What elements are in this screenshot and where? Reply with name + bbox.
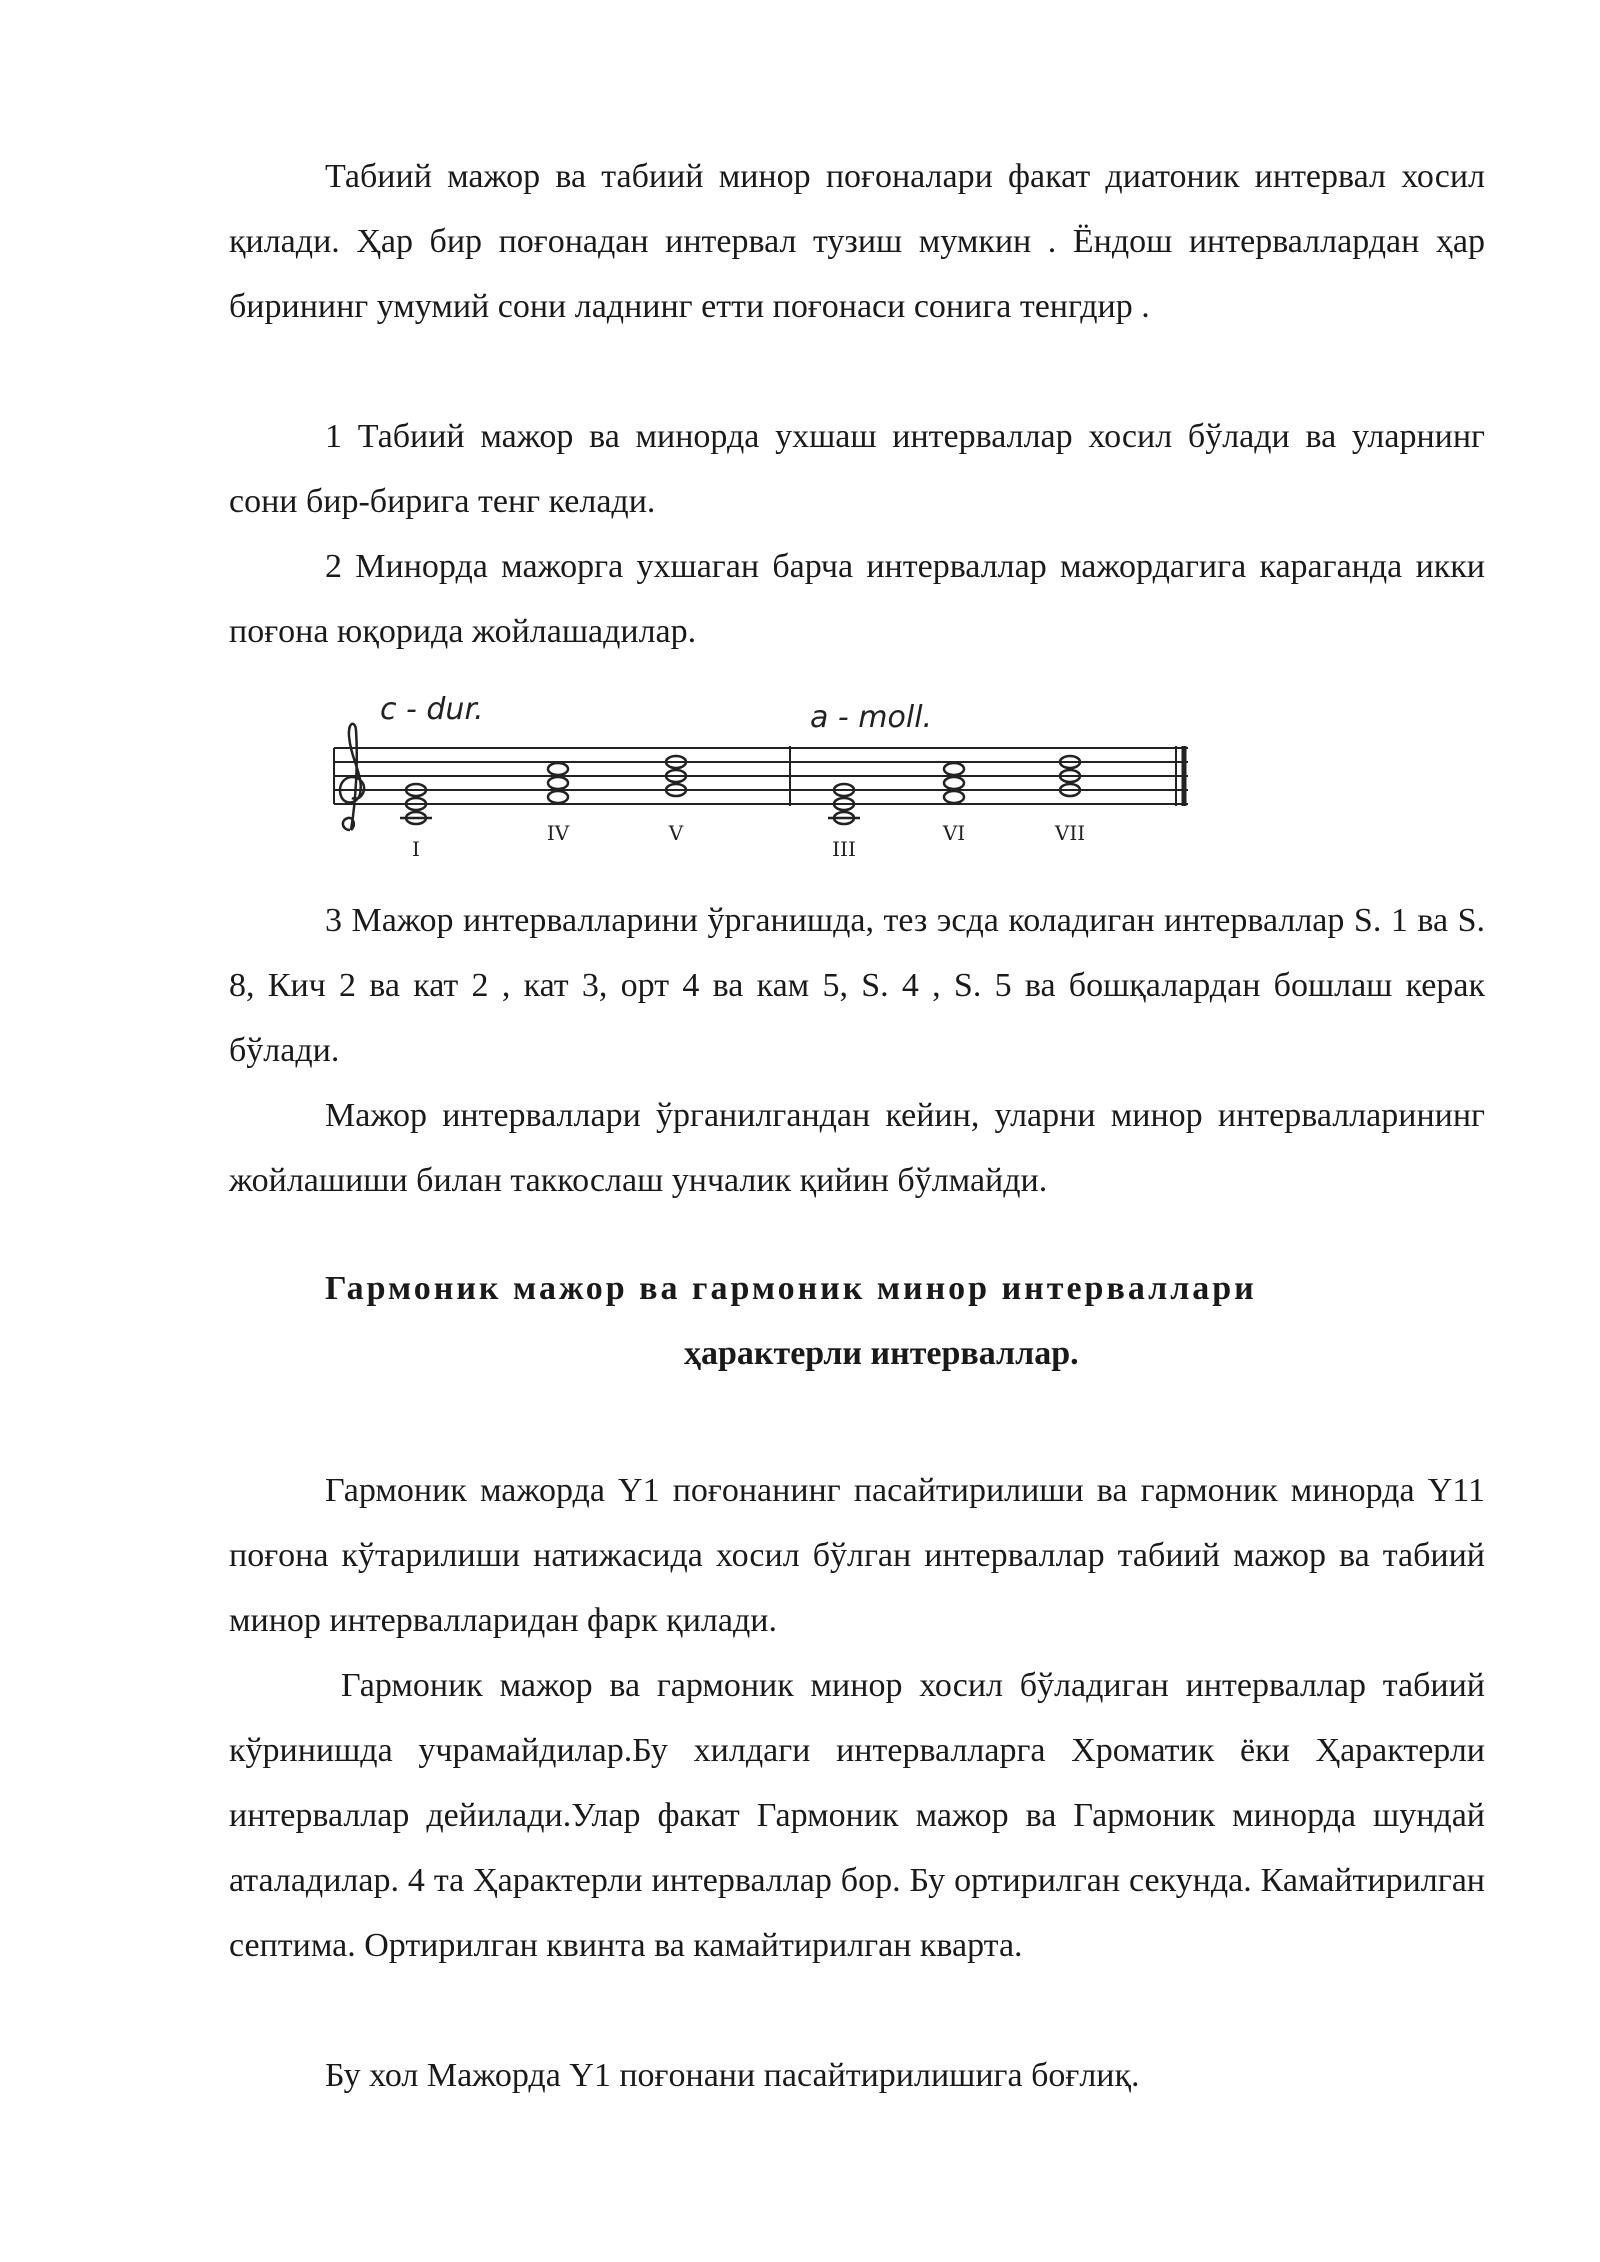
- heading-line-1: Гармоник мажор ва гармоник минор интерваллари: [325, 1270, 1257, 1307]
- paragraph-7: [229, 1653, 1485, 1978]
- heading-line-2: ҳарактерли интерваллар.: [684, 1335, 1079, 1372]
- paragraph-7-text: Гармоник мажор ва гармоник минор хосил бўладиган интерваллар табиий кўринишда учрамайдилар.Бу хилдаги интервалларга Хроматик ёки Ҳарактерли интерваллар дейилади.Улар факат Гармоник мажор ва Гармоник минорда шундай аталадилар. 4 та Ҳарактерли интерваллар бор. Бу ортирилган секунда. Камайтирилган септима. Ортирилган квинта ва камайтирилган кварта.: [229, 1667, 1485, 1964]
- degree-label-minor-1: III: [832, 837, 856, 861]
- paragraph-8-text: Бу хол Мажорда Y1 поғонани пасайтирилишига боғлиқ.: [325, 2057, 1140, 2094]
- paragraph-3-text: 2 Минорда мажорга ухшаган барча интерваллар мажордагига караганда икки поғона юқорида жойлашадилар.: [229, 548, 1485, 650]
- note-head: [944, 777, 964, 789]
- paragraph-8: [229, 2043, 1485, 2108]
- paragraph-1: [229, 144, 1485, 339]
- note-head: [944, 763, 964, 775]
- paragraph-4-text: 3 Мажор интервалларини ўрганишда, тез эсда коладиган интерваллар S. 1 ва S. 8, Кич 2 ва кат 2 , кат 3, орт 4 ва кам 5, S. 4 , S. 5 ва бошқалардан бошлаш керак бўлади.: [229, 902, 1485, 1069]
- paragraph-5: [229, 1083, 1485, 1213]
- paragraph-5-text: Мажор интерваллари ўрганилгандан кейин, уларни минор интервалларининг жойлашиши билан таккослаш унчалик қийин бўлмайди.: [229, 1097, 1485, 1199]
- note-head: [548, 777, 568, 789]
- note-head: [548, 791, 568, 803]
- degree-label-major-2: IV: [546, 821, 570, 845]
- note-head: [944, 791, 964, 803]
- label-a-moll: a - moll.: [810, 700, 933, 735]
- note-head: [548, 763, 568, 775]
- section-heading: [229, 1256, 1485, 1386]
- degree-label-minor-2: VI: [942, 821, 966, 845]
- degree-labels: [412, 821, 1085, 861]
- paragraph-6-text: Гармоник мажорда Y1 поғонанинг пасайтирилиши ва гармоник минорда Y11 поғона кўтарилиши натижасида хосил бўлган интерваллар табиий мажор ва табиий минор интервалларидан фарк қилади.: [229, 1472, 1485, 1639]
- degree-label-major-1: I: [412, 837, 420, 861]
- paragraph-3: [229, 534, 1485, 664]
- paragraph-2: [229, 404, 1485, 534]
- degree-label-minor-3: VII: [1054, 821, 1086, 845]
- music-example: [320, 680, 1220, 870]
- paragraph-4: [229, 888, 1485, 1083]
- paragraph-2-text: 1 Табиий мажор ва минорда ухшаш интерваллар хосил бўлади ва уларнинг сони бир-бирига тенг келади.: [229, 418, 1485, 520]
- label-c-dur: c - dur.: [380, 692, 484, 727]
- paragraph-6: [229, 1458, 1485, 1653]
- degree-label-major-3: V: [668, 821, 684, 845]
- paragraph-1-text: Табиий мажор ва табиий минор поғоналари факат диатоник интервал хосил қилади. Ҳар бир поғонадан интервал тузиш мумкин . Ёндош интерваллардан ҳар бирининг умумий сони ладнинг етти поғонаси сонига тенгдир .: [229, 158, 1485, 325]
